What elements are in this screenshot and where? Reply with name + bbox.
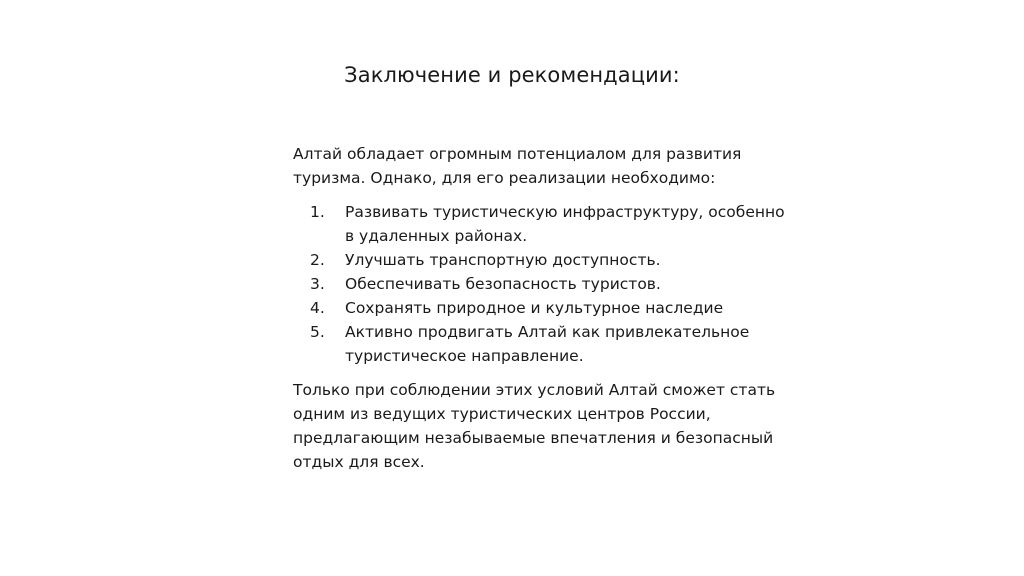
list-item-number: 4.	[310, 299, 325, 317]
intro-paragraph: Алтай обладает огромным потенциалом для развития туризма. Однако, для его реализации необходимо:	[293, 145, 742, 187]
list-item-number: 2.	[310, 251, 325, 269]
list-item-text: Активно продвигать Алтай как привлекательное туристическое направление.	[345, 323, 750, 365]
list-item	[293, 320, 793, 368]
list-item-number: 5.	[310, 323, 325, 341]
recommendations-list	[293, 200, 793, 368]
list-item-text: Развивать туристическую инфраструктуру, особенно в удаленных районах.	[345, 203, 785, 245]
slide-title: Заключение и рекомендации:	[344, 63, 680, 87]
list-item-text: Сохранять природное и культурное наследие	[345, 299, 724, 317]
list-item	[293, 296, 793, 320]
list-item-number: 3.	[310, 275, 325, 293]
list-item-text: Улучшать транспортную доступность.	[345, 251, 661, 269]
slide-body	[293, 142, 793, 474]
list-item	[293, 200, 793, 248]
conclusion-paragraph: Только при соблюдении этих условий Алтай сможет стать одним из ведущих туристических центров России, предлагающим незабываемые впечатления и безопасный отдых для всех.	[293, 381, 776, 471]
list-item-number: 1.	[310, 203, 325, 221]
list-item	[293, 272, 793, 296]
list-item-text: Обеспечивать безопасность туристов.	[345, 275, 661, 293]
list-item	[293, 248, 793, 272]
